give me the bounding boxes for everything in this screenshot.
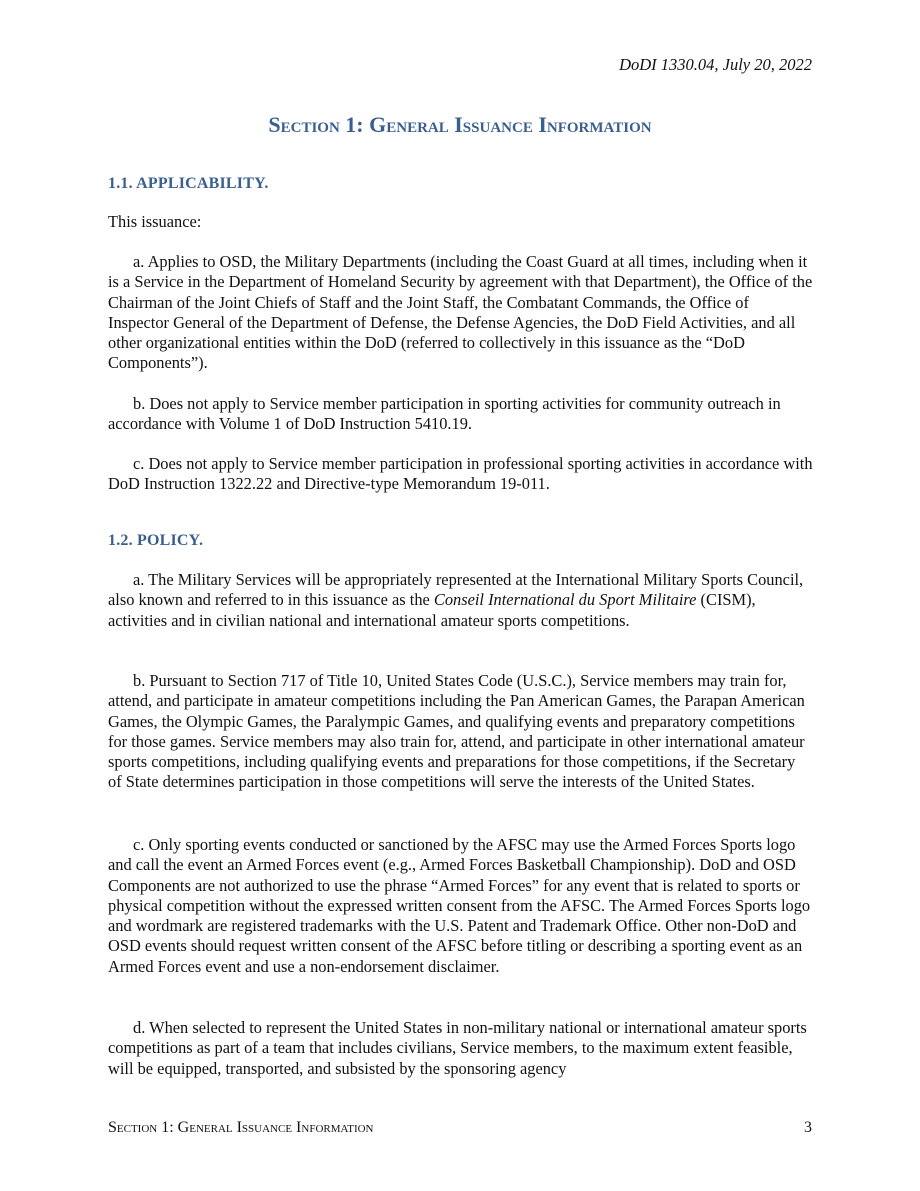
policy-paragraph-d	[108, 1018, 813, 1079]
policy-b-text: b. Pursuant to Section 717 of Title 10, United States Code (U.S.C.), Service members may train for, attend, and participate in amateur competitions including the Pan American Games, the Parapan American Games, the Olympic Games, the Paralympic Games, and qualifying events and preparatory competitions for those games. Service members may also train for, attend, and participate in other international amateur sports competitions, including qualifying events and preparations for those competitions, if the Secretary of State determines participation in those competitions will serve the interests of the United States.	[108, 671, 805, 792]
header-document-reference: DoDI 1330.04, July 20, 2022	[619, 55, 812, 74]
policy-a-text	[108, 570, 813, 631]
applicability-paragraph-a	[108, 252, 813, 374]
section-title: Section 1: General Issuance Information	[268, 112, 652, 137]
applicability-paragraph-b	[108, 394, 813, 435]
policy-paragraph-b	[108, 671, 813, 793]
applicability-a-text: a. Applies to OSD, the Military Departments (including the Coast Guard at all times, including when it is a Service in the Department of Homeland Security by agreement with that Department), the Office of the Chairman of the Joint Chiefs of Staff and the Joint Staff, the Combatant Commands, the Office of Inspector General of the Department of Defense, the Defense Agencies, the DoD Field Activities, and all other organizational entities within the DoD (referred to collectively in this issuance as the “DoD Components”).	[108, 252, 813, 373]
applicability-c-text: c. Does not apply to Service member participation in professional sporting activities in accordance with DoD Instruction 1322.22 and Directive-type Memorandum 19-011.	[108, 454, 813, 494]
applicability-paragraph-c	[108, 454, 813, 495]
heading-applicability: 1.1. APPLICABILITY.	[108, 175, 269, 192]
policy-a-italic: Conseil International du Sport Militaire	[433, 590, 697, 610]
page-number: 3	[804, 1119, 812, 1136]
footer-section-label: Section 1: General Issuance Information	[108, 1119, 374, 1136]
policy-a-part2: (CISM), activities and in civilian national and international amateur sports competitions.	[108, 590, 756, 630]
applicability-intro	[108, 212, 813, 232]
policy-paragraph-c	[108, 835, 813, 977]
applicability-intro-text: This issuance:	[108, 212, 202, 231]
heading-policy: 1.2. POLICY.	[108, 532, 204, 549]
policy-d-text: d. When selected to represent the United States in non-military national or international amateur sports competitions as part of a team that includes civilians, Service members, to the maximum extent feasible, will be equipped, transported, and subsisted by the sponsoring agency	[108, 1018, 807, 1078]
policy-paragraph-a	[108, 570, 813, 631]
policy-a-part1: a. The Military Services will be appropriately represented at the International Military Sports Council, also known and referred to in this issuance as the	[108, 570, 804, 610]
policy-c-text: c. Only sporting events conducted or sanctioned by the AFSC may use the Armed Forces Sports logo and call the event an Armed Forces event (e.g., Armed Forces Basketball Championship). DoD and OSD Components are not authorized to use the phrase “Armed Forces” for any event that is related to sports or physical competition without the expressed written consent from the AFSC. The Armed Forces Sports logo and wordmark are registered trademarks with the U.S. Patent and Trademark Office. Other non-DoD and OSD events should request written consent of the AFSC before titling or describing a sporting event as an Armed Forces event and use a non-endorsement disclaimer.	[108, 835, 811, 976]
applicability-b-text: b. Does not apply to Service member participation in sporting activities for community outreach in accordance with Volume 1 of DoD Instruction 5410.19.	[108, 394, 781, 434]
